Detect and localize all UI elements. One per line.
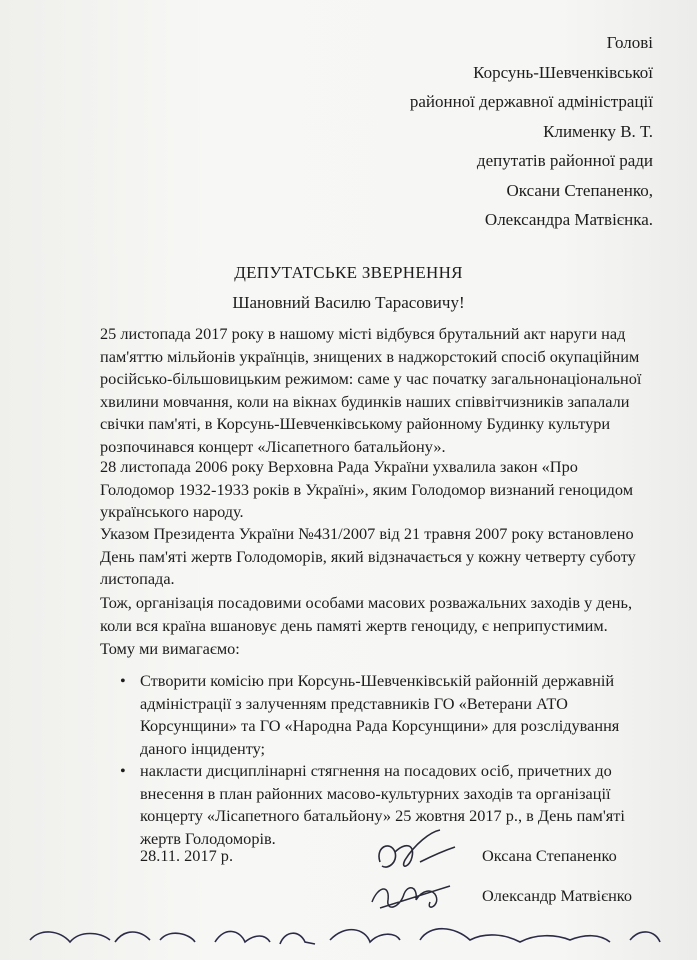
signer-name: Олександр Матвієнко <box>482 886 633 905</box>
addressee-line: Клименку В. Т. <box>543 121 653 141</box>
paragraph-line: пам'яттю мільйонів українців, знищених в наджорстокий спосіб окупаційним <box>100 346 640 366</box>
paragraph-2 <box>100 456 660 524</box>
paragraph-line: хвилини мовчання, коли на вікнах будинків наших співвітчизників запалали <box>100 391 630 411</box>
addressee-line: Голові <box>606 33 653 52</box>
demand-line: концерту «Лісапетного батальйону» 25 жовтня 2017 р., в День пам'яті <box>140 806 625 825</box>
addressee-line: Корсунь-Шевченківської <box>473 62 653 82</box>
paragraph-line: Голодомор 1932-1933 років в Україні», яким Голодомор визнаний геноцидом <box>100 479 634 499</box>
addressee-line: Оксани Степаненко, <box>506 180 653 200</box>
paragraph-3 <box>100 523 660 591</box>
paragraph-line: коли вся країна вшановує день памяті жертв геноциду, є неприпустимим. <box>100 615 608 635</box>
bullet-marker: • <box>120 671 126 690</box>
signer-name: Оксана Степаненко <box>482 846 617 865</box>
paragraph-line: листопада. <box>100 569 175 588</box>
bullet-marker: • <box>120 761 126 780</box>
paragraph-line: Тож, організація посадовими особами масових розважальних заходів у день, <box>100 593 633 612</box>
paragraph-line: День пам'яті жертв Голодоморів, який відзначається у кожну четверту суботу <box>100 546 636 566</box>
paragraph-5 <box>100 638 660 661</box>
document-title: ДЕПУТАТСЬКЕ ЗВЕРНЕННЯ <box>234 263 463 282</box>
paragraph-line: українського народу. <box>100 502 244 521</box>
addressee-line: депутатів районної ради <box>476 151 653 170</box>
salutation: Шановний Василю Тарасовичу! <box>232 293 465 312</box>
paragraph-line: Тому ми вимагаємо: <box>100 639 240 658</box>
demand-item <box>120 670 660 760</box>
handwritten-receipt-note <box>0 910 697 960</box>
paragraph-line: свічки пам'яті, в Корсунь-Шевченківському районному Будинку культури <box>100 414 611 433</box>
demand-line: даного інциденту; <box>140 738 266 758</box>
paragraph-line: російсько-більшовицьким режимом: саме у час початку загальнонаціональної <box>100 369 642 388</box>
demand-line: Корсунщини» та ГО «Народна Рада Корсунщини» для розслідування <box>140 716 620 735</box>
addressee-line: Олександра Матвієнка. <box>484 210 653 229</box>
paragraph-line: 28 листопада 2006 року Верховна Рада України ухвалила закон «Про <box>100 457 578 476</box>
demand-line: внесення в план районних масово-культурних заходів та організації <box>140 783 611 803</box>
addressee-line: районної державної адміністрації <box>409 92 653 111</box>
paragraph-line: 25 листопада 2017 року в нашому місті відбувся брутальний акт наруги над <box>100 324 626 343</box>
paragraph-1 <box>100 323 660 458</box>
demand-line: Створити комісію при Корсунь-Шевченківській районній державній <box>140 671 615 690</box>
demand-line: накласти дисциплінарні стягнення на посадових осіб, причетних до <box>140 761 612 780</box>
document-date: 28.11. 2017 р. <box>140 846 234 865</box>
paragraph-line: Указом Президента України №431/2007 від 21 травня 2007 року встановлено <box>100 524 634 543</box>
paragraph-4 <box>100 592 660 637</box>
paragraph-line: розпочинався концерт «Лісапетного батальйону». <box>100 436 446 456</box>
demand-line: адміністрації з залученням представників ГО «Ветерани АТО <box>140 693 568 713</box>
demand-line: жертв Голодоморів. <box>140 828 276 848</box>
addressee-block <box>410 28 653 235</box>
